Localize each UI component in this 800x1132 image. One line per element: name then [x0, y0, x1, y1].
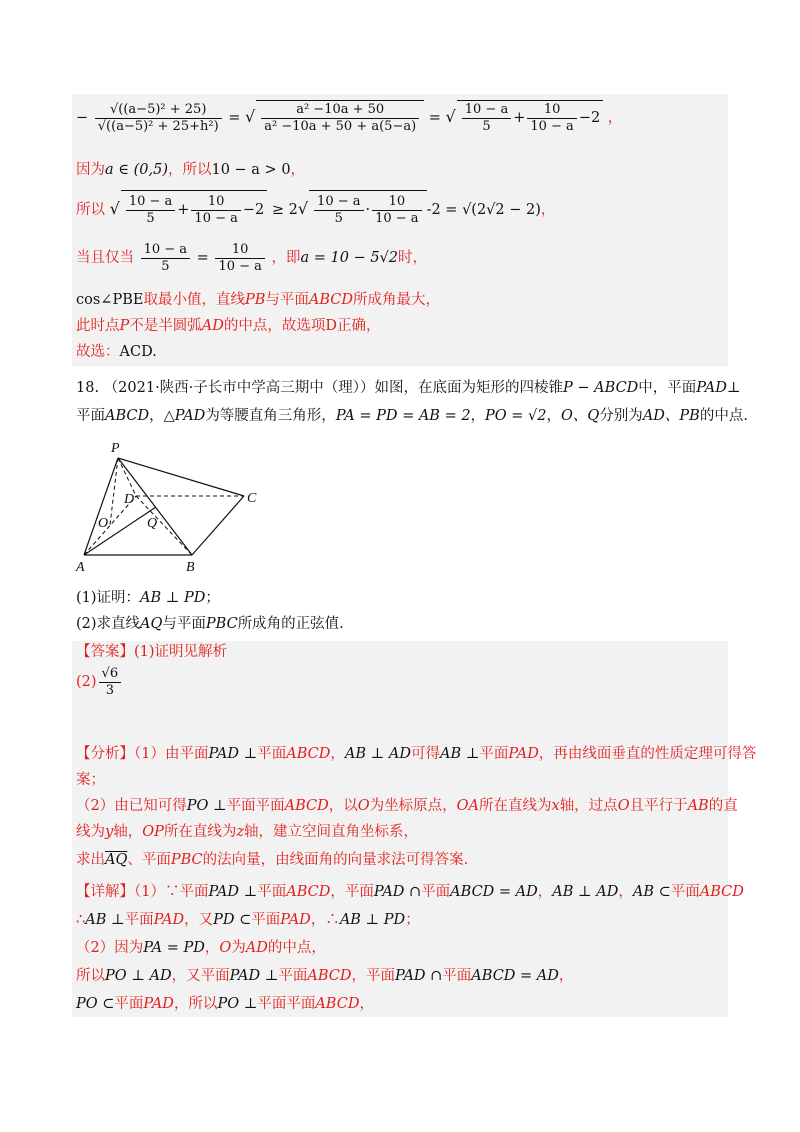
line-6: 此时点P不是半圆弧AD的中点，故选项D正确，: [76, 318, 381, 334]
problem-line-2: 平面ABCD，△PAD为等腰直角三角形，PA = PD = AB = 2，PO = √2，O、Q分别为AD、PB的中点.: [76, 408, 748, 424]
line-7: 故选：ACD.: [76, 344, 157, 360]
pyramid-figure: [74, 437, 274, 577]
answer-tag: 【答案】: [76, 644, 134, 660]
label-b: B: [186, 560, 195, 575]
eq-line-1: − $\frac{\text{√((a−5)² + 25)}}{\text{√((a−5)² + 25+h²)}}$ = √ $\frac{\text{a² −10a + 50}}{\text{a² −10a + 50 + a(5−a)}}$ = √ $\frac{10 - a}{5}$ + $\frac{10}{10 - a}$ −2 ，: [76, 101, 623, 134]
label-q: Q: [147, 516, 158, 531]
detail-line-1: 【详解】（1）∵平面PAD ⊥平面ABCD，平面PAD ∩平面ABCD = AD，AB ⊥ AD，AB ⊂平面ABCD: [76, 884, 744, 900]
label-c: C: [247, 491, 257, 506]
label-d: D: [124, 492, 135, 507]
detail-line-4: 所以PO ⊥ AD，又平面PAD ⊥平面ABCD，平面PAD ∩平面ABCD = AD，: [76, 968, 574, 984]
question-2: (2)求直线AQ与平面PBC所成角的正弦值.: [76, 616, 344, 632]
analysis-line-5: 求出$\overline{AQ}$、平面PBC的法向量，由线面角的向量求法可得答案.: [76, 852, 469, 868]
line-3: 所以 √ $\frac{10 - a}{5}$ + $\frac{10}{10 - a}$ −2 ≥ 2√ $\frac{10 - a}{5}$ · $\frac{10}{10 - a}$ -2 = √(2√2 − 2)，: [76, 190, 555, 229]
line-4: 当且仅当 $\frac{10 - a}{5}$ = $\frac{10}{10 - a}$ ，即a = 10 − 5√2时，: [76, 241, 428, 274]
detail-line-5: PO ⊂平面PAD，所以PO ⊥平面平面ABCD，: [76, 996, 374, 1012]
edge-pc: [118, 458, 244, 496]
edge-pd: [118, 458, 136, 496]
analysis-tag: 【分析】: [76, 746, 134, 762]
analysis-line-1: 【分析】（1）由平面PAD ⊥平面ABCD，AB ⊥ AD可得AB ⊥平面PAD，再由线面垂直的性质定理可得答: [76, 746, 757, 762]
detail-line-2: ∴AB ⊥平面PAD，又PD ⊂平面PAD，∴AB ⊥ PD；: [76, 912, 420, 928]
analysis-line-2: 案；: [76, 772, 105, 788]
segment-aq: [84, 507, 156, 555]
answer-line-1: 【答案】(1)证明见解析: [76, 644, 228, 660]
problem-line-1: 18. （2021·陕西·子长市中学高三期中（理））如图，在底面为矩形的四棱锥P − ABCD中，平面PAD⊥: [76, 380, 741, 396]
detail-line-3: （2）因为PA = PD，O为AD的中点，: [76, 940, 326, 956]
segment-db: [136, 496, 192, 555]
detail-tag: 【详解】: [76, 884, 134, 900]
analysis-line-3: （2）由已知可得PO ⊥平面平面ABCD，以O为坐标原点，OA所在直线为x轴，过点O且平行于AB的直: [76, 798, 738, 814]
question-1: (1)证明：AB ⊥ PD；: [76, 590, 220, 606]
edge-bc: [192, 496, 244, 555]
analysis-line-4: 线为y轴，OP所在直线为z轴，建立空间直角坐标系，: [76, 824, 418, 840]
answer-line-2: (2) $\frac{√6}{3}$: [76, 664, 123, 700]
label-o: O: [98, 516, 109, 531]
label-p: P: [111, 441, 120, 456]
line-5: cos∠PBE取最小值，直线PB与平面ABCD所成角最大，: [76, 292, 440, 308]
label-a: A: [76, 560, 85, 575]
edge-pa: [84, 458, 118, 555]
line-2: 因为a ∈ (0,5)，所以10 − a > 0，: [76, 162, 306, 178]
